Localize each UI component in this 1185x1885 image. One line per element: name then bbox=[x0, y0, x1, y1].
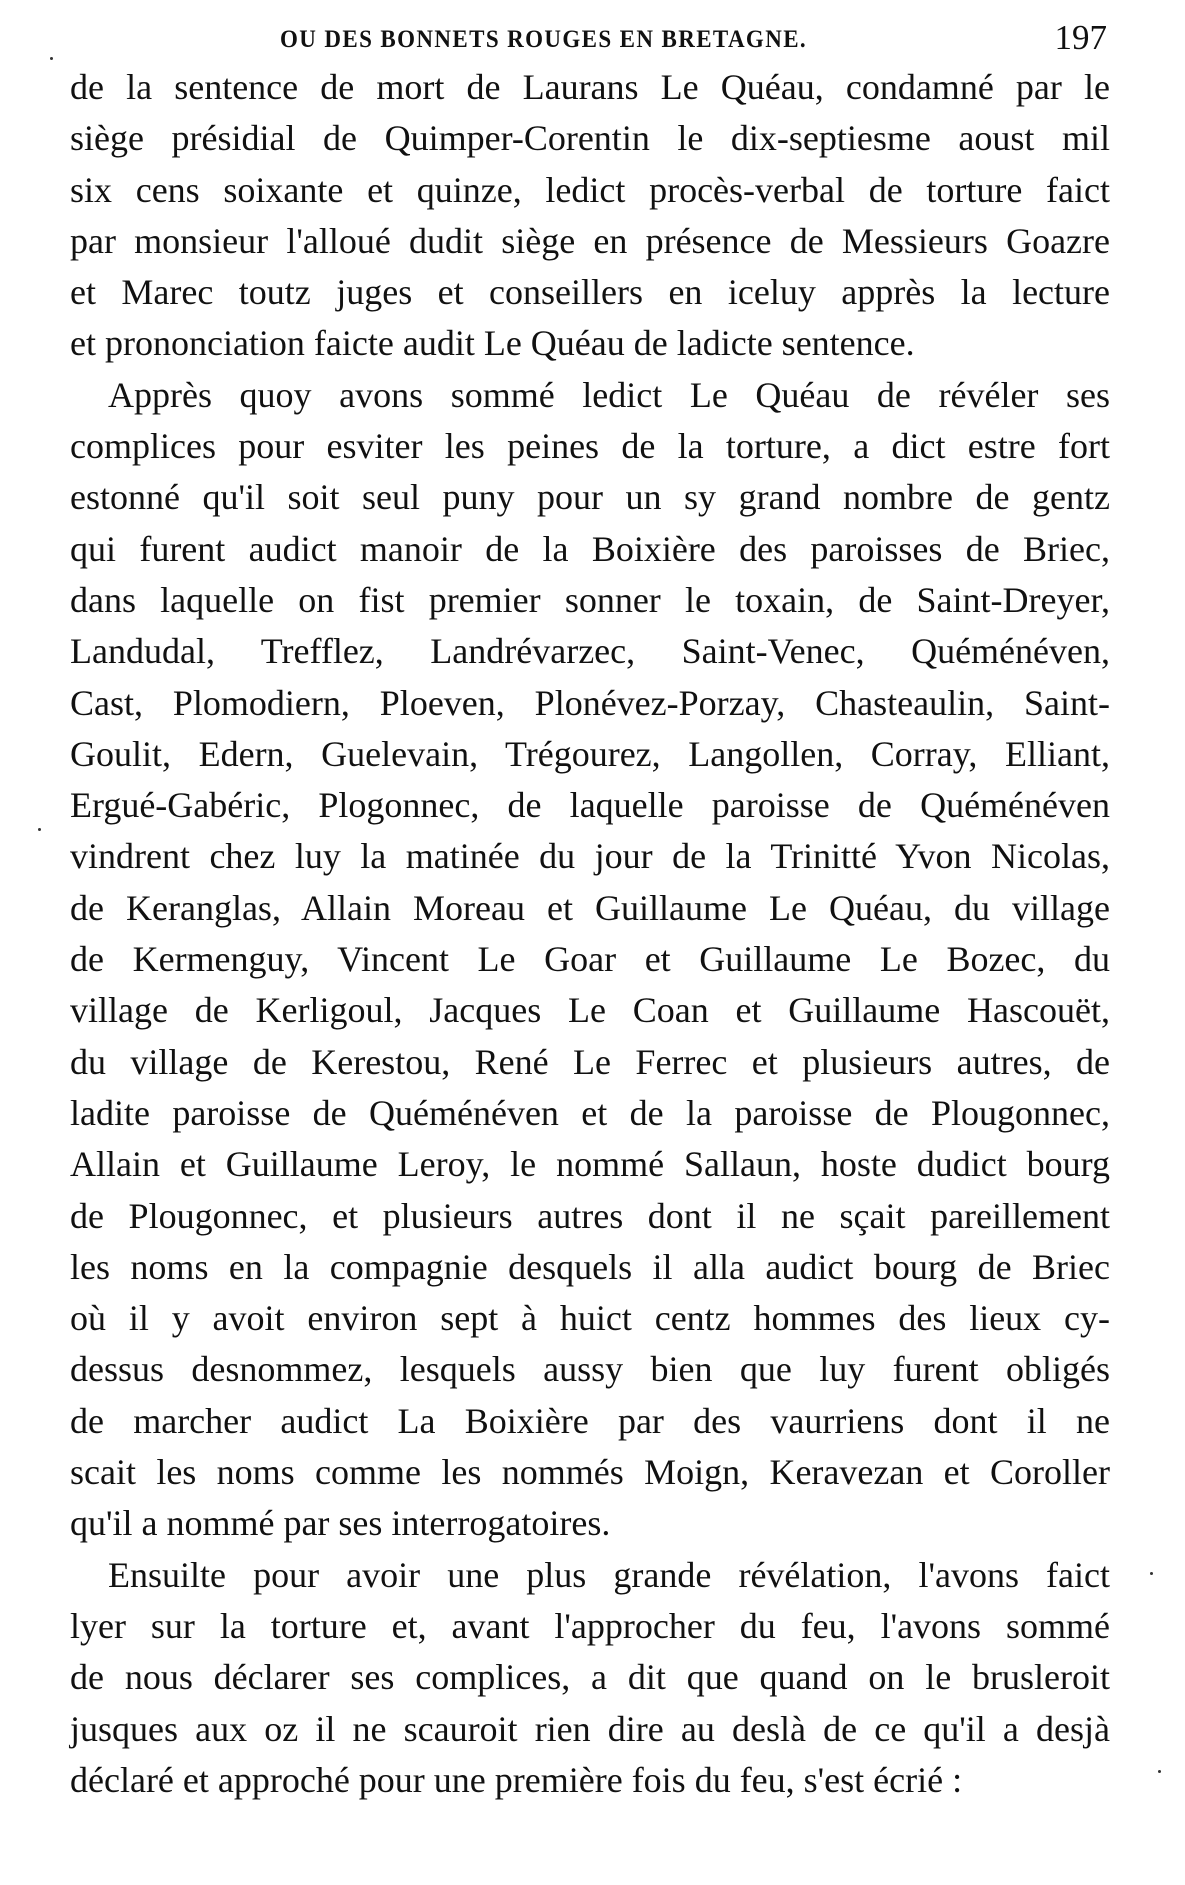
text-line: vindrent chez luy la matinée du jour de la Trinitté Yvon Nicolas, bbox=[70, 836, 1110, 877]
text-line: jusques aux oz il ne scauroit rien dire au deslà de ce qu'il a desjà bbox=[70, 1708, 1110, 1749]
text-line: de Plougonnec, et plusieurs autres dont il ne sçait pareillement bbox=[70, 1195, 1110, 1236]
print-speck bbox=[50, 57, 53, 60]
paragraph bbox=[70, 1550, 1110, 1806]
text-line: Goulit, Edern, Guelevain, Trégourez, Langollen, Corray, Elliant, bbox=[70, 733, 1110, 774]
text-line: Ergué-Gabéric, Plogonnec, de laquelle paroisse de Quéménéven bbox=[70, 785, 1110, 826]
text-line: de marcher audict La Boixière par des vaurriens dont il ne bbox=[70, 1400, 1110, 1441]
page-number: 197 bbox=[1054, 18, 1107, 57]
text-line: siège présidial de Quimper-Corentin le dix-septiesme aoust mil bbox=[70, 118, 1110, 159]
text-line: de Kermenguy, Vincent Le Goar et Guillaume Le Bozec, du bbox=[70, 939, 1110, 980]
print-speck bbox=[38, 828, 41, 831]
text-line: Cast, Plomodiern, Ploeven, Plonévez-Porzay, Chasteaulin, Saint- bbox=[70, 682, 1110, 723]
print-speck bbox=[1150, 1572, 1153, 1575]
text-line: déclaré et approché pour une première fois du feu, s'est écrié : bbox=[70, 1759, 963, 1800]
text-line: qu'il a nommé par ses interrogatoires. bbox=[70, 1503, 611, 1544]
text-line: Ensuilte pour avoir une plus grande révélation, l'avons faict bbox=[108, 1554, 1110, 1595]
text-line: Landudal, Trefflez, Landrévarzec, Saint-Venec, Quéménéven, bbox=[70, 631, 1110, 672]
text-line: du village de Kerestou, René Le Ferrec et plusieurs autres, de bbox=[70, 1041, 1110, 1082]
text-line: ladite paroisse de Quéménéven et de la paroisse de Plougonnec, bbox=[70, 1092, 1110, 1133]
text-line: de Keranglas, Allain Moreau et Guillaume Le Quéau, du village bbox=[70, 887, 1110, 928]
text-line: et Marec toutz juges et conseillers en iceluy apprès la lecture bbox=[70, 272, 1110, 313]
paragraph bbox=[70, 62, 1110, 370]
text-line: lyer sur la torture et, avant l'approcher du feu, l'avons sommé bbox=[70, 1605, 1110, 1646]
text-line: dessus desnommez, lesquels aussy bien que luy furent obligés bbox=[70, 1349, 1110, 1390]
text-line: village de Kerligoul, Jacques Le Coan et Guillaume Hascouët, bbox=[70, 990, 1110, 1031]
paragraph bbox=[70, 370, 1110, 1550]
text-line: de la sentence de mort de Laurans Le Quéau, condamné par le bbox=[70, 67, 1110, 107]
print-speck bbox=[1158, 1770, 1161, 1773]
text-line: complices pour esviter les peines de la torture, a dict estre fort bbox=[70, 426, 1110, 467]
text-line: de nous déclarer ses complices, a dit que quand on le brusleroit bbox=[70, 1657, 1110, 1698]
text-line: et prononciation faicte audit Le Quéau de ladicte sentence. bbox=[70, 323, 915, 364]
text-line: dans laquelle on fist premier sonner le toxain, de Saint-Dreyer, bbox=[70, 579, 1110, 620]
text-line: scait les noms comme les nommés Moign, Keravezan et Coroller bbox=[70, 1452, 1110, 1493]
text-line: par monsieur l'alloué dudit siège en présence de Messieurs Goazre bbox=[70, 220, 1110, 261]
running-title: OU DES BONNETS ROUGES EN BRETAGNE. bbox=[280, 26, 808, 53]
text-line: qui furent audict manoir de la Boixière des paroisses de Briec, bbox=[70, 528, 1110, 569]
text-line: Allain et Guillaume Leroy, le nommé Sallaun, hoste dudict bourg bbox=[70, 1144, 1110, 1185]
page-body bbox=[70, 62, 1110, 1806]
text-line: où il y avoit environ sept à huict centz hommes des lieux cy- bbox=[70, 1298, 1110, 1339]
text-line: les noms en la compagnie desquels il alla audict bourg de Briec bbox=[70, 1246, 1110, 1287]
text-line: Apprès quoy avons sommé ledict Le Quéau de révéler ses bbox=[108, 374, 1110, 415]
page-header bbox=[0, 18, 1185, 58]
text-line: estonné qu'il soit seul puny pour un sy grand nombre de gentz bbox=[70, 477, 1110, 518]
text-line: six cens soixante et quinze, ledict procès-verbal de torture faict bbox=[70, 169, 1110, 210]
